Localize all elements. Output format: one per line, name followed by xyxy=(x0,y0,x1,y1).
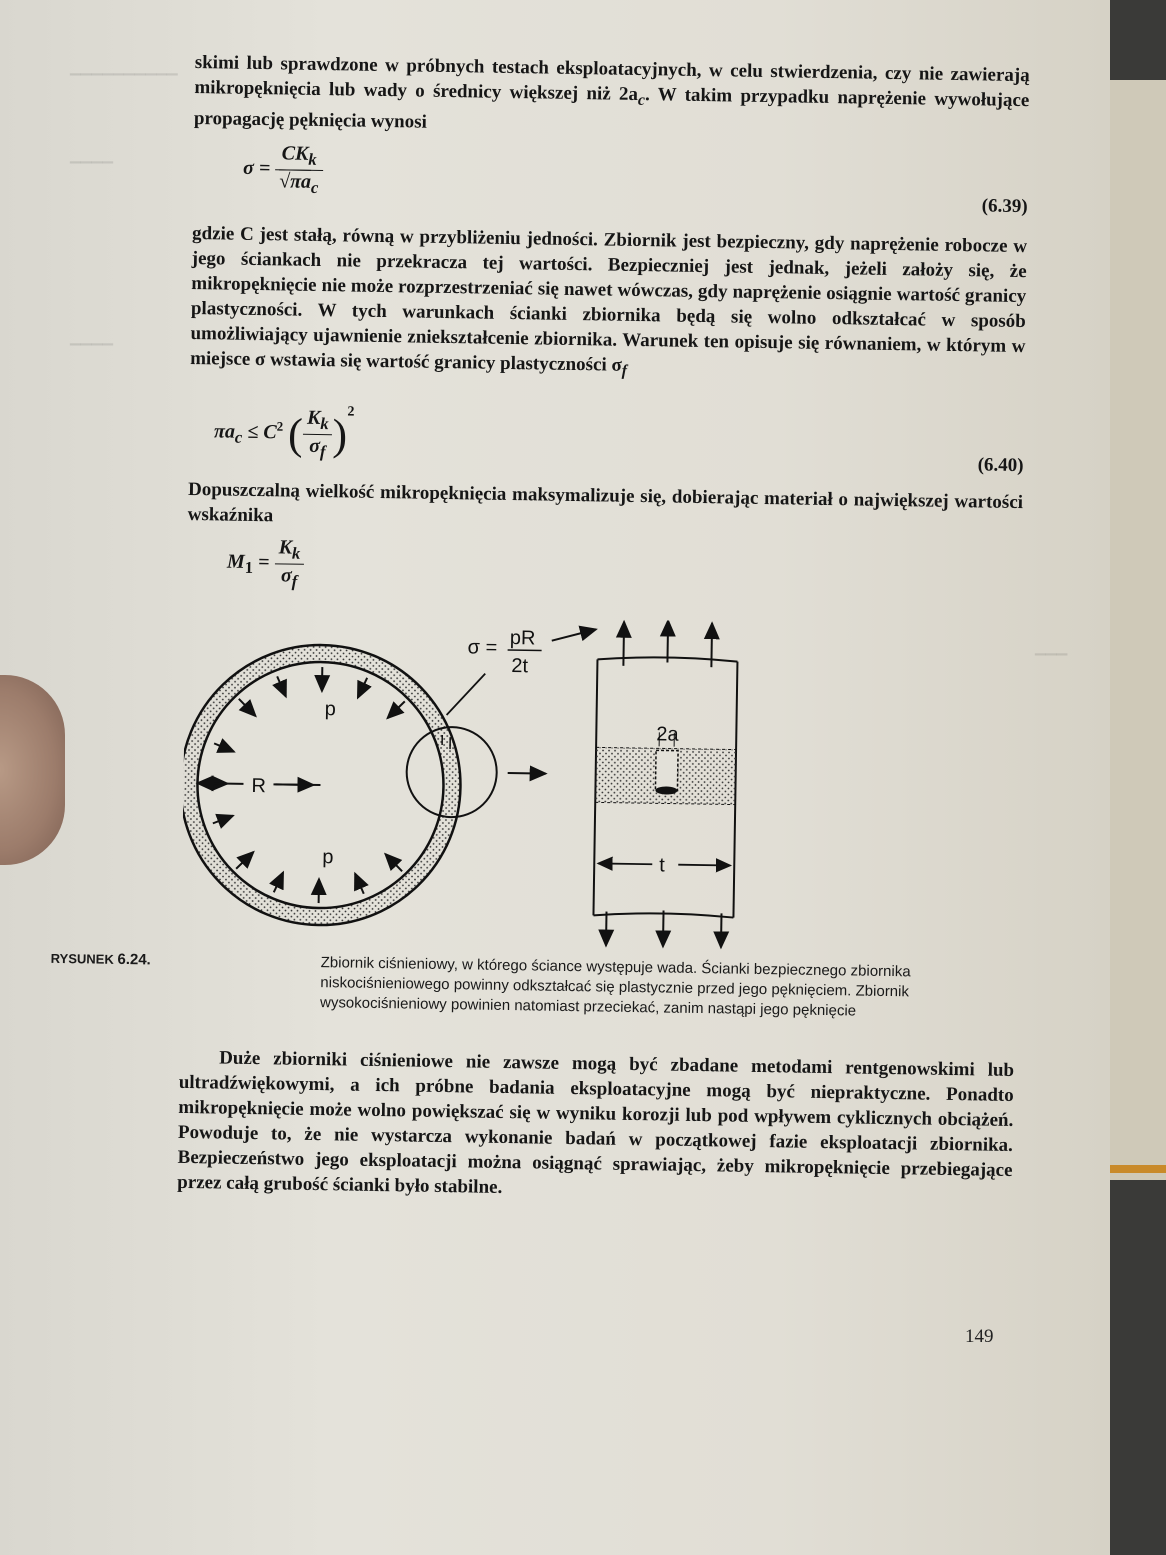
figure-6-24 xyxy=(181,613,1021,956)
paragraph-2: gdzie C jest stałą, równą w przybliżeniu jedności. Zbiornik jest bezpieczny, gdy naprężenie robocze w jego ściankach nie przekracza tej wartości. Bezpieczniej jest jednak, jeżeli założy się, że mikropęknięcie nie może rozprzestrzeniać się nawet wówczas, gdy naprężenie osiągnie wartość granicy plastyczności. W tych warunkach ścianki zbiornika będą się wolno odkształcać w sposób umożliwiający ujawnienie zniekształcenie zbiornika. Warunek ten opisuje się równaniem, w którym w miejsce σ wstawia się wartość granicy plastyczności $\sigma_f$ xyxy=(189,222,1028,380)
eq2-fraction: $\frac{K_k}{\sigma_f}$ xyxy=(302,406,333,461)
show-through-text: ▁▁▁▁ xyxy=(70,331,114,346)
paragraph-1: skimi lub sprawdzone w próbnych testach eksploatacyjnych, w celu stwierdzenia, czy nie zawierają mikropęknięcia lub wady o średnicy większej niż $2a_c$. W takim przypadku naprężenie wywołujące propagację pęknięcia wynosi xyxy=(193,51,1030,133)
pressure-label-top: p xyxy=(324,697,336,720)
paragraph-4: Duże zbiorniki ciśnieniowe nie zawsze mogą być zbadane metodami rentgenowskimi lub ultradźwiękowymi, a ich próbne badania eksploatacyjne mogą być niepraktyczne. Ponadto mikropęknięcie może wolno powiększać się w wyniku korozji lub pod wpływem cyklicznych obciążeń. Powoduje to, że nie wystarcza wykonanie badań w początkowej fazie eksploatacji zbiornika. Bezpieczeństwo jego eksploatacji można osiągnąć sprawiając, żeby mikropęknięcie przebiegające przez całą grubość ścianki było stabilne. xyxy=(177,1047,1015,1198)
pressure-vessel-diagram xyxy=(181,613,1021,956)
page-number: 149 xyxy=(965,1326,994,1347)
page-content xyxy=(50,50,1030,1208)
crack-size-label: 2a xyxy=(656,722,679,746)
equation-6-40: $\pi a_c \le C^2$ ( $\frac{K_k}{\sigma_f}$ )$^2$ (6.40) xyxy=(213,404,1024,476)
show-through-text: ▁▁▁▁▁▁▁▁▁▁ xyxy=(70,61,178,76)
show-through-text: ▁▁▁ xyxy=(1035,641,1068,656)
paragraph-3: Dopuszczalną wielkość mikropęknięcia maksymalizuje się, dobierając materiał o największej wartości wskaźnika xyxy=(187,478,1024,526)
radius-label: R xyxy=(251,774,267,797)
wall-section xyxy=(593,656,737,917)
equation-m1: $M_1$ = $\frac{K_k}{\sigma_f}$ xyxy=(186,527,1022,620)
thickness-label: t xyxy=(659,853,665,877)
figure-caption xyxy=(50,950,1016,1023)
pressure-label-bottom: p xyxy=(322,845,334,868)
eq1-lhs: σ = xyxy=(242,156,271,180)
svg-text:σ =: σ = xyxy=(467,635,498,659)
svg-text:2t: 2t xyxy=(511,654,529,677)
caption-text: Zbiornik ciśnieniowy, w którego ściance występuje wada. Ścianki bezpiecznego zbiornika niskociśnieniowego powinny odkształcać się plastycznie przed jego pęknięciem. Zbiornik wysokociśnieniowy powinien natomiast przeciekać, zanim nastąpi jego pęknięcie xyxy=(319,953,911,1020)
equation-number-6-40: (6.40) xyxy=(977,453,1024,476)
caption-label: RYSUNEK 6.24. xyxy=(50,950,151,969)
svg-text:pR: pR xyxy=(509,626,536,650)
show-through-text: ▁▁▁▁ xyxy=(70,149,114,164)
eq3-fraction: $\frac{K_k}{\sigma_f}$ xyxy=(274,536,305,591)
thumb xyxy=(0,675,65,865)
sigma-formula xyxy=(447,626,596,717)
equation-number-6-39: (6.39) xyxy=(981,195,1028,217)
thickness-dimension xyxy=(598,853,730,877)
equation-6-39 xyxy=(192,131,1028,234)
eq1-fraction: $\frac{CK_k}{√\pi a_c}$ xyxy=(275,142,323,198)
